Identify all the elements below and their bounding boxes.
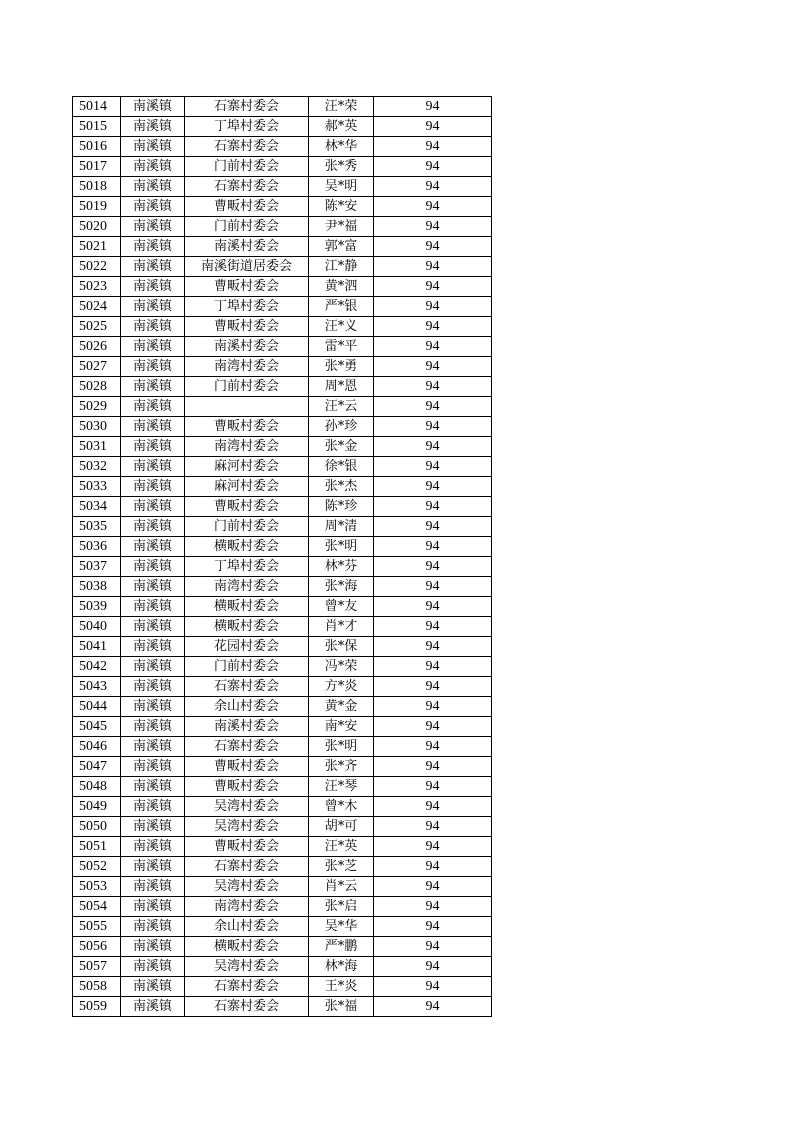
village-committee-cell: 曹畈村委会 [185,197,309,217]
row-number-cell: 5053 [73,877,121,897]
row-number-cell: 5048 [73,777,121,797]
row-number-cell: 5054 [73,897,121,917]
person-name-cell: 肖*才 [309,617,374,637]
person-name-cell: 张*福 [309,997,374,1017]
town-cell: 南溪镇 [121,917,185,937]
town-cell: 南溪镇 [121,597,185,617]
table-row [73,237,492,257]
row-number-cell: 5018 [73,177,121,197]
town-cell: 南溪镇 [121,617,185,637]
row-number-cell: 5017 [73,157,121,177]
person-name-cell: 黄*泗 [309,277,374,297]
town-cell: 南溪镇 [121,257,185,277]
table-row [73,517,492,537]
score-cell: 94 [374,157,492,177]
score-cell: 94 [374,937,492,957]
town-cell: 南溪镇 [121,677,185,697]
town-cell: 南溪镇 [121,837,185,857]
town-cell: 南溪镇 [121,237,185,257]
town-cell: 南溪镇 [121,197,185,217]
person-name-cell: 江*静 [309,257,374,277]
table-row [73,357,492,377]
row-number-cell: 5056 [73,937,121,957]
village-committee-cell: 横畈村委会 [185,537,309,557]
score-cell: 94 [374,697,492,717]
table-row [73,497,492,517]
score-cell: 94 [374,437,492,457]
score-cell: 94 [374,117,492,137]
person-name-cell: 吴*华 [309,917,374,937]
person-name-cell: 张*秀 [309,157,374,177]
score-cell: 94 [374,177,492,197]
person-name-cell: 冯*荣 [309,657,374,677]
person-name-cell: 张*勇 [309,357,374,377]
village-committee-cell: 门前村委会 [185,517,309,537]
table-row [73,577,492,597]
table-row [73,717,492,737]
village-committee-cell: 麻河村委会 [185,477,309,497]
row-number-cell: 5033 [73,477,121,497]
town-cell: 南溪镇 [121,937,185,957]
table-row [73,177,492,197]
person-name-cell: 汪*云 [309,397,374,417]
row-number-cell: 5027 [73,357,121,377]
town-cell: 南溪镇 [121,737,185,757]
table-row [73,737,492,757]
table-row [73,137,492,157]
row-number-cell: 5032 [73,457,121,477]
person-name-cell: 周*清 [309,517,374,537]
village-committee-cell: 石寨村委会 [185,737,309,757]
village-committee-cell: 石寨村委会 [185,97,309,117]
row-number-cell: 5052 [73,857,121,877]
score-cell: 94 [374,737,492,757]
village-committee-cell: 石寨村委会 [185,137,309,157]
town-cell: 南溪镇 [121,437,185,457]
town-cell: 南溪镇 [121,857,185,877]
table-row [73,277,492,297]
person-name-cell: 方*炎 [309,677,374,697]
score-cell: 94 [374,537,492,557]
table-row [73,377,492,397]
row-number-cell: 5031 [73,437,121,457]
score-cell: 94 [374,257,492,277]
person-name-cell: 陈*安 [309,197,374,217]
town-cell: 南溪镇 [121,297,185,317]
table-row [73,957,492,977]
score-cell: 94 [374,557,492,577]
village-committee-cell: 丁埠村委会 [185,297,309,317]
village-committee-cell: 曹畈村委会 [185,277,309,297]
person-name-cell: 林*芬 [309,557,374,577]
town-cell: 南溪镇 [121,277,185,297]
village-committee-cell: 南湾村委会 [185,897,309,917]
village-committee-cell: 石寨村委会 [185,677,309,697]
town-cell: 南溪镇 [121,117,185,137]
village-committee-cell: 曹畈村委会 [185,497,309,517]
table-row [73,697,492,717]
score-cell: 94 [374,377,492,397]
town-cell: 南溪镇 [121,457,185,477]
table-row [73,677,492,697]
village-committee-cell: 南溪村委会 [185,717,309,737]
table-row [73,217,492,237]
score-cell: 94 [374,677,492,697]
person-name-cell: 尹*福 [309,217,374,237]
person-name-cell: 林*海 [309,957,374,977]
village-committee-cell: 吴湾村委会 [185,817,309,837]
row-number-cell: 5019 [73,197,121,217]
row-number-cell: 5034 [73,497,121,517]
person-name-cell: 严*鹏 [309,937,374,957]
table-row [73,597,492,617]
person-name-cell: 王*炎 [309,977,374,997]
town-cell: 南溪镇 [121,877,185,897]
row-number-cell: 5015 [73,117,121,137]
village-committee-cell: 曹畈村委会 [185,757,309,777]
row-number-cell: 5021 [73,237,121,257]
table-row [73,537,492,557]
town-cell: 南溪镇 [121,797,185,817]
table-row [73,877,492,897]
data-table [72,96,492,1017]
row-number-cell: 5049 [73,797,121,817]
table-row [73,397,492,417]
row-number-cell: 5051 [73,837,121,857]
town-cell: 南溪镇 [121,397,185,417]
table-row [73,977,492,997]
table-row [73,97,492,117]
town-cell: 南溪镇 [121,177,185,197]
score-cell: 94 [374,197,492,217]
row-number-cell: 5022 [73,257,121,277]
person-name-cell: 张*齐 [309,757,374,777]
town-cell: 南溪镇 [121,337,185,357]
town-cell: 南溪镇 [121,717,185,737]
village-committee-cell: 曹畈村委会 [185,777,309,797]
table-row [73,617,492,637]
village-committee-cell [185,397,309,417]
table-row [73,317,492,337]
village-committee-cell: 石寨村委会 [185,857,309,877]
score-cell: 94 [374,397,492,417]
village-committee-cell: 横畈村委会 [185,937,309,957]
score-cell: 94 [374,337,492,357]
person-name-cell: 陈*珍 [309,497,374,517]
village-committee-cell: 南溪村委会 [185,337,309,357]
score-cell: 94 [374,517,492,537]
score-cell: 94 [374,817,492,837]
table-row [73,757,492,777]
town-cell: 南溪镇 [121,97,185,117]
person-name-cell: 林*华 [309,137,374,157]
table-row [73,557,492,577]
score-cell: 94 [374,417,492,437]
row-number-cell: 5035 [73,517,121,537]
person-name-cell: 徐*银 [309,457,374,477]
score-cell: 94 [374,477,492,497]
score-cell: 94 [374,997,492,1017]
person-name-cell: 吴*明 [309,177,374,197]
table-row [73,897,492,917]
row-number-cell: 5029 [73,397,121,417]
person-name-cell: 张*海 [309,577,374,597]
row-number-cell: 5042 [73,657,121,677]
row-number-cell: 5026 [73,337,121,357]
table-row [73,417,492,437]
person-name-cell: 曾*友 [309,597,374,617]
score-cell: 94 [374,717,492,737]
score-cell: 94 [374,577,492,597]
table-row [73,777,492,797]
village-committee-cell: 门前村委会 [185,377,309,397]
score-cell: 94 [374,297,492,317]
town-cell: 南溪镇 [121,517,185,537]
table-row [73,657,492,677]
score-cell: 94 [374,837,492,857]
town-cell: 南溪镇 [121,897,185,917]
village-committee-cell: 吴湾村委会 [185,797,309,817]
village-committee-cell: 丁埠村委会 [185,117,309,137]
village-committee-cell: 横畈村委会 [185,597,309,617]
person-name-cell: 汪*荣 [309,97,374,117]
score-cell: 94 [374,657,492,677]
score-cell: 94 [374,597,492,617]
score-cell: 94 [374,217,492,237]
town-cell: 南溪镇 [121,377,185,397]
person-name-cell: 郭*富 [309,237,374,257]
town-cell: 南溪镇 [121,657,185,677]
row-number-cell: 5046 [73,737,121,757]
score-cell: 94 [374,137,492,157]
table-row [73,457,492,477]
table-row [73,197,492,217]
score-cell: 94 [374,457,492,477]
town-cell: 南溪镇 [121,557,185,577]
row-number-cell: 5058 [73,977,121,997]
town-cell: 南溪镇 [121,497,185,517]
village-committee-cell: 曹畈村委会 [185,417,309,437]
village-committee-cell: 门前村委会 [185,657,309,677]
person-name-cell: 张*明 [309,737,374,757]
village-committee-cell: 曹畈村委会 [185,317,309,337]
row-number-cell: 5059 [73,997,121,1017]
person-name-cell: 南*安 [309,717,374,737]
person-name-cell: 汪*义 [309,317,374,337]
person-name-cell: 张*芝 [309,857,374,877]
row-number-cell: 5057 [73,957,121,977]
person-name-cell: 雷*平 [309,337,374,357]
town-cell: 南溪镇 [121,757,185,777]
score-cell: 94 [374,757,492,777]
village-committee-cell: 曹畈村委会 [185,837,309,857]
person-name-cell: 张*杰 [309,477,374,497]
table-row [73,297,492,317]
score-cell: 94 [374,877,492,897]
person-name-cell: 张*明 [309,537,374,557]
town-cell: 南溪镇 [121,537,185,557]
row-number-cell: 5041 [73,637,121,657]
table-row [73,857,492,877]
row-number-cell: 5050 [73,817,121,837]
village-committee-cell: 花园村委会 [185,637,309,657]
town-cell: 南溪镇 [121,477,185,497]
village-committee-cell: 石寨村委会 [185,177,309,197]
row-number-cell: 5024 [73,297,121,317]
score-cell: 94 [374,917,492,937]
town-cell: 南溪镇 [121,817,185,837]
score-cell: 94 [374,957,492,977]
row-number-cell: 5020 [73,217,121,237]
town-cell: 南溪镇 [121,357,185,377]
score-cell: 94 [374,357,492,377]
person-name-cell: 汪*英 [309,837,374,857]
row-number-cell: 5043 [73,677,121,697]
town-cell: 南溪镇 [121,697,185,717]
row-number-cell: 5047 [73,757,121,777]
row-number-cell: 5028 [73,377,121,397]
village-committee-cell: 余山村委会 [185,917,309,937]
table-row [73,817,492,837]
village-committee-cell: 石寨村委会 [185,977,309,997]
row-number-cell: 5040 [73,617,121,637]
town-cell: 南溪镇 [121,997,185,1017]
row-number-cell: 5030 [73,417,121,437]
score-cell: 94 [374,617,492,637]
village-committee-cell: 石寨村委会 [185,997,309,1017]
score-cell: 94 [374,497,492,517]
town-cell: 南溪镇 [121,777,185,797]
town-cell: 南溪镇 [121,137,185,157]
village-committee-cell: 余山村委会 [185,697,309,717]
table-row [73,637,492,657]
person-name-cell: 严*银 [309,297,374,317]
village-committee-cell: 南湾村委会 [185,577,309,597]
person-name-cell: 张*金 [309,437,374,457]
score-cell: 94 [374,777,492,797]
table-row [73,337,492,357]
village-committee-cell: 南溪街道居委会 [185,257,309,277]
table-row [73,257,492,277]
table-row [73,797,492,817]
row-number-cell: 5014 [73,97,121,117]
score-cell: 94 [374,277,492,297]
row-number-cell: 5016 [73,137,121,157]
row-number-cell: 5036 [73,537,121,557]
person-name-cell: 张*保 [309,637,374,657]
town-cell: 南溪镇 [121,977,185,997]
row-number-cell: 5038 [73,577,121,597]
row-number-cell: 5055 [73,917,121,937]
town-cell: 南溪镇 [121,957,185,977]
table-row [73,157,492,177]
person-name-cell: 胡*可 [309,817,374,837]
person-name-cell: 郝*英 [309,117,374,137]
village-committee-cell: 吴湾村委会 [185,957,309,977]
score-cell: 94 [374,797,492,817]
table-row [73,437,492,457]
row-number-cell: 5045 [73,717,121,737]
score-cell: 94 [374,97,492,117]
row-number-cell: 5023 [73,277,121,297]
score-cell: 94 [374,857,492,877]
score-cell: 94 [374,237,492,257]
village-committee-cell: 南溪村委会 [185,237,309,257]
town-cell: 南溪镇 [121,417,185,437]
person-name-cell: 周*恩 [309,377,374,397]
village-committee-cell: 横畈村委会 [185,617,309,637]
person-name-cell: 汪*琴 [309,777,374,797]
score-cell: 94 [374,977,492,997]
person-name-cell: 孙*珍 [309,417,374,437]
row-number-cell: 5039 [73,597,121,617]
village-committee-cell: 吴湾村委会 [185,877,309,897]
table-row [73,997,492,1017]
village-committee-cell: 门前村委会 [185,157,309,177]
table-body [73,97,492,1017]
town-cell: 南溪镇 [121,577,185,597]
row-number-cell: 5044 [73,697,121,717]
table-row [73,477,492,497]
person-name-cell: 张*启 [309,897,374,917]
row-number-cell: 5025 [73,317,121,337]
village-committee-cell: 南湾村委会 [185,357,309,377]
row-number-cell: 5037 [73,557,121,577]
score-cell: 94 [374,637,492,657]
town-cell: 南溪镇 [121,217,185,237]
village-committee-cell: 南湾村委会 [185,437,309,457]
person-name-cell: 黄*金 [309,697,374,717]
table-row [73,917,492,937]
table-row [73,117,492,137]
person-name-cell: 曾*木 [309,797,374,817]
village-committee-cell: 麻河村委会 [185,457,309,477]
table-row [73,837,492,857]
score-cell: 94 [374,317,492,337]
village-committee-cell: 门前村委会 [185,217,309,237]
score-cell: 94 [374,897,492,917]
town-cell: 南溪镇 [121,317,185,337]
person-name-cell: 肖*云 [309,877,374,897]
town-cell: 南溪镇 [121,637,185,657]
village-committee-cell: 丁埠村委会 [185,557,309,577]
town-cell: 南溪镇 [121,157,185,177]
table-row [73,937,492,957]
